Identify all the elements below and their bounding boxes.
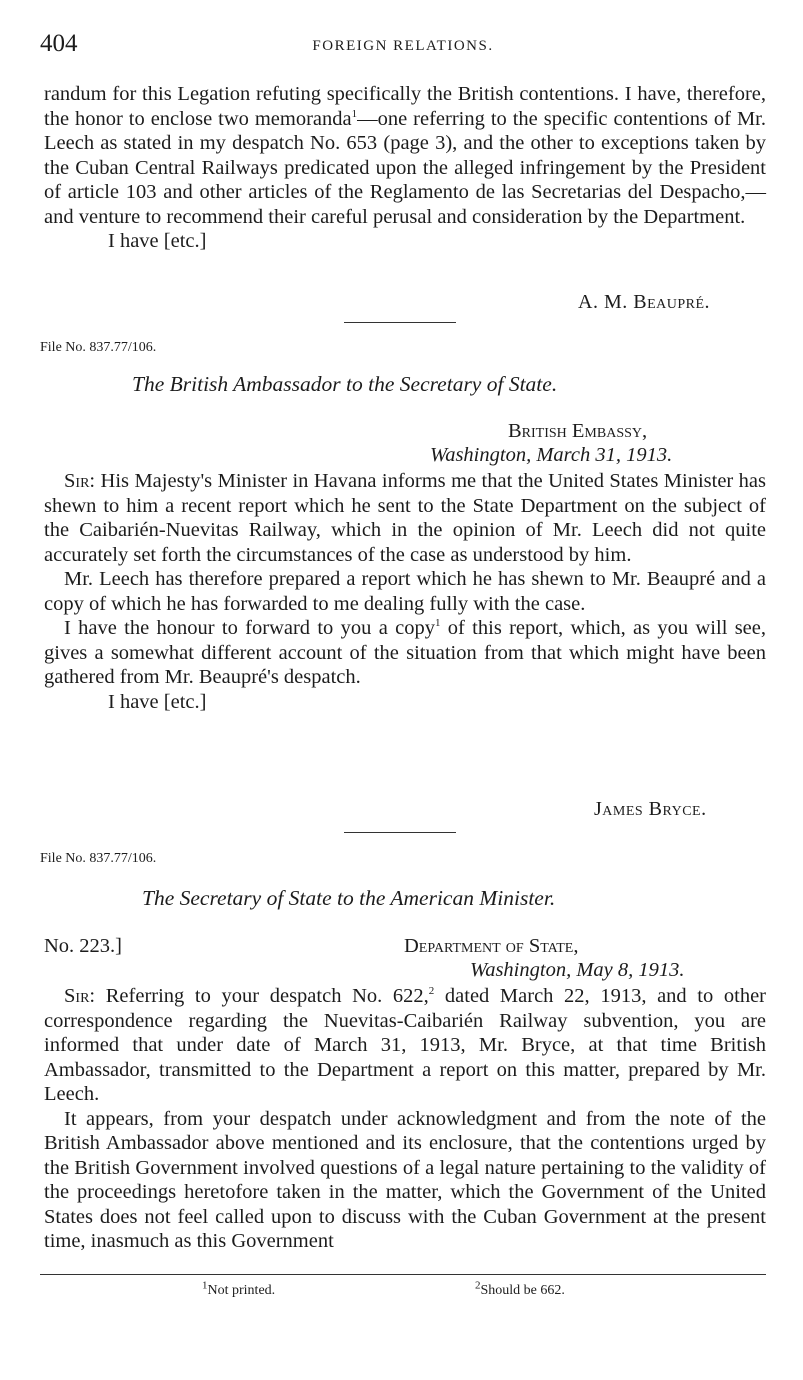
letter2-closing: I have [etc.] — [108, 690, 207, 713]
footnote-ref: 1 — [351, 107, 358, 120]
footnote-ref: 2 — [428, 985, 435, 998]
letter2-body — [44, 469, 766, 714]
place-date: Washington, May 8, 1913. — [470, 959, 685, 981]
signature-bryce: James Bryce. — [594, 798, 707, 820]
file-number: File No. 837.77/106. — [40, 340, 157, 355]
salutation: Sir: — [64, 985, 96, 1007]
document-title: The British Ambassador to the Secretary of State. — [132, 372, 558, 396]
section-divider — [344, 322, 456, 323]
footnote-2: $^2$Should be 662. — [475, 1279, 565, 1298]
section-divider — [344, 832, 456, 833]
sender-heading: Department of State, — [404, 935, 579, 957]
section1-closing: I have [etc.] — [108, 230, 207, 252]
section1-body — [44, 82, 766, 254]
section1-paragraph: randum for this Legation refuting specifically the British contentions. I have, therefore, the honor to enclose two memoranda$^1$—one referring to the specific contentions of Mr. Leech as stated in my despatch No. 653 (page 3), and the other to exceptions taken by the Cuban Central Railways predicated upon the alleged infringement by the President of article 103 and other articles of the Reglamento de las Secretarias del Despacho,—and venture to recommend their careful perusal and consideration by the Department. — [44, 83, 766, 228]
page-header — [40, 30, 766, 60]
letter2-paragraph: I have the honour to forward to you a copy$^1$ of this report, which, as you will see, gives a somewhat different account of the situation from that which might have been gathered from Mr. Beaupré's despatch. — [44, 617, 767, 688]
signature-beaupre: A. M. Beaupré. — [578, 291, 711, 313]
letter2-paragraph: Sir: His Majesty's Minister in Havana informs me that the United States Minister has shewn to him a recent report which he sent to the State Department on the subject of the Caibarién-Nuevitas Railway, which in the opinion of Mr. Leech did not quite accurately set forth the circumstances of the case as understood by him. — [44, 470, 767, 566]
letter2-paragraph: Mr. Leech has therefore prepared a report which he has shewn to Mr. Beaupré and a copy of which he has forwarded to me dealing fully with the case. — [44, 568, 766, 615]
running-title: FOREIGN RELATIONS. — [312, 38, 494, 54]
place-date: Washington, March 31, 1913. — [430, 444, 673, 466]
letter3-paragraph: It appears, from your despatch under acknowledgment and from the note of the British Ambassador above mentioned and its enclosure, that the contentions urged by the British Government involved questions of a legal nature pertaining to the validity of the proceedings heretofore taken in the matter, which the Government of the United States does not feel called upon to discuss with the Cuban Government at the present time, inasmuch as this Government — [44, 1107, 766, 1252]
sender-heading: British Embassy, — [508, 420, 648, 442]
footnote-ref: 1 — [434, 617, 441, 630]
despatch-number: No. 223.] — [44, 935, 123, 957]
page-number: 404 — [40, 30, 78, 57]
letter3-body — [44, 984, 766, 1254]
salutation: Sir: — [64, 470, 96, 492]
file-number: File No. 837.77/106. — [40, 851, 157, 866]
footnote-1: $^1$Not printed. — [202, 1279, 276, 1298]
document-title: The Secretary of State to the American Minister. — [142, 886, 556, 910]
footnote-divider — [40, 1274, 766, 1275]
letter3-paragraph: Sir: Referring to your despatch No. 622,$^2$ dated March 22, 1913, and to other correspondence regarding the Nuevitas-Caibarién Railway subvention, you are informed that under date of March 31, 1913, Mr. Bryce, at that time British Ambassador, transmitted to the Department a report on this matter, prepared by Mr. Leech. — [44, 985, 767, 1105]
